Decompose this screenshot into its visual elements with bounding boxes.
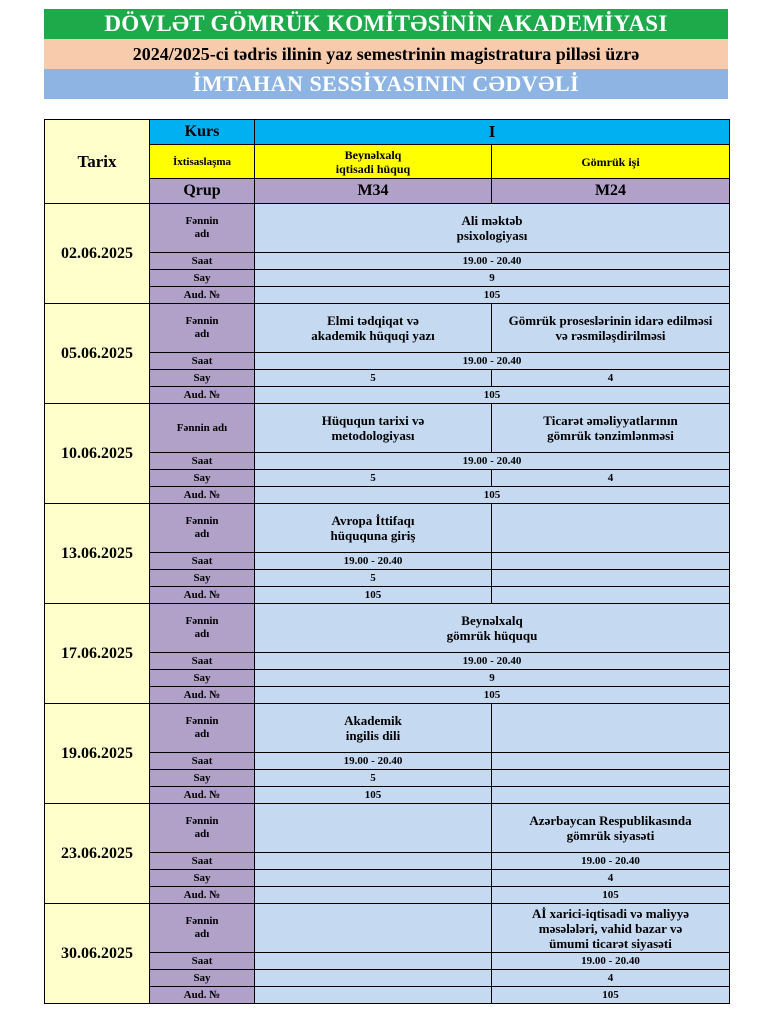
exam-time-m34: 19.00 - 20.40 <box>255 753 492 770</box>
fenn-label: Fənnin adı <box>150 904 255 953</box>
table-row <box>45 904 730 953</box>
say-label: Say <box>150 670 255 687</box>
subject-name: Ali məktəb psixologiyası <box>255 204 730 253</box>
student-count-m34: 5 <box>255 370 492 387</box>
exam-date: 10.06.2025 <box>45 404 150 504</box>
saat-label: Saat <box>150 453 255 470</box>
student-count-m34: 5 <box>255 470 492 487</box>
fenn-label: Fənnin adı <box>150 704 255 753</box>
table-row <box>45 404 730 453</box>
table-row <box>45 504 730 553</box>
schedule-heading: İMTAHAN SESSİYASININ CƏDVƏLİ <box>44 69 728 99</box>
student-count-m24: 4 <box>492 970 730 987</box>
subject-name: Beynəlxalq gömrük hüququ <box>255 604 730 653</box>
subject-m34: Elmi tədqiqat və akademik hüquqi yazı <box>255 304 492 353</box>
exam-time: 19.00 - 20.40 <box>255 653 730 670</box>
fenn-label: Fənnin adı <box>150 604 255 653</box>
saat-label: Saat <box>150 553 255 570</box>
auditorium-m24: 105 <box>492 887 730 904</box>
table-row <box>45 704 730 753</box>
subject-m34: Hüququn tarixi və metodologiyası <box>255 404 492 453</box>
kurs-row <box>45 120 730 145</box>
subject-m24-empty <box>492 704 730 753</box>
exam-time: 19.00 - 20.40 <box>255 253 730 270</box>
exam-time-m34-empty <box>255 853 492 870</box>
group-m24: M24 <box>492 179 730 204</box>
say-label: Say <box>150 870 255 887</box>
exam-time: 19.00 - 20.40 <box>255 353 730 370</box>
aud-label: Aud. № <box>150 387 255 404</box>
student-count-m34: 5 <box>255 570 492 587</box>
student-count-m24: 4 <box>492 870 730 887</box>
ixtisas-m24: Gömrük işi <box>492 145 730 179</box>
subject-m34-empty <box>255 804 492 853</box>
auditorium: 105 <box>255 487 730 504</box>
exam-time-m24-empty <box>492 753 730 770</box>
table-row <box>45 604 730 653</box>
student-count-m34-empty <box>255 970 492 987</box>
subject-m34-empty <box>255 904 492 953</box>
student-count-m34-empty <box>255 870 492 887</box>
auditorium-m24-empty <box>492 787 730 804</box>
student-count-m24-empty <box>492 570 730 587</box>
say-label: Say <box>150 970 255 987</box>
subject-m34: Avropa İttifaqı hüququna giriş <box>255 504 492 553</box>
table-row <box>45 804 730 853</box>
saat-label: Saat <box>150 753 255 770</box>
auditorium-m24-empty <box>492 587 730 604</box>
saat-label: Saat <box>150 253 255 270</box>
subject-m24: Azərbaycan Respublikasında gömrük siyasəti <box>492 804 730 853</box>
auditorium-m34: 105 <box>255 787 492 804</box>
aud-label: Aud. № <box>150 887 255 904</box>
subject-m24: Gömrük proseslərinin idarə edilməsi və rəsmiləşdirilməsi <box>492 304 730 353</box>
exam-time-m34: 19.00 - 20.40 <box>255 553 492 570</box>
say-label: Say <box>150 470 255 487</box>
exam-date: 17.06.2025 <box>45 604 150 704</box>
page-subtitle: 2024/2025-ci tədris ilinin yaz semestrinin magistratura pilləsi üzrə <box>44 39 728 69</box>
subject-m24: Ticarət əməliyyatlarının gömrük tənzimlənməsi <box>492 404 730 453</box>
exam-time: 19.00 - 20.40 <box>255 453 730 470</box>
auditorium: 105 <box>255 287 730 304</box>
student-count-m34: 5 <box>255 770 492 787</box>
saat-label: Saat <box>150 853 255 870</box>
table-row <box>45 204 730 253</box>
aud-label: Aud. № <box>150 287 255 304</box>
auditorium-m24: 105 <box>492 987 730 1004</box>
fenn-label: Fənnin adı <box>150 804 255 853</box>
fenn-label: Fənnin adı <box>150 504 255 553</box>
say-label: Say <box>150 770 255 787</box>
exam-time-m34-empty <box>255 953 492 970</box>
group-m34: M34 <box>255 179 492 204</box>
say-label: Say <box>150 370 255 387</box>
page-title: DÖVLƏT GÖMRÜK KOMİTƏSİNİN AKADEMİYASI <box>44 9 728 39</box>
exam-time-m24: 19.00 - 20.40 <box>492 853 730 870</box>
aud-label: Aud. № <box>150 687 255 704</box>
exam-time-m24: 19.00 - 20.40 <box>492 953 730 970</box>
exam-date: 30.06.2025 <box>45 904 150 1004</box>
exam-date: 05.06.2025 <box>45 304 150 404</box>
aud-label: Aud. № <box>150 987 255 1004</box>
fenn-label: Fənnin adı <box>150 404 255 453</box>
table-row <box>45 304 730 353</box>
auditorium: 105 <box>255 387 730 404</box>
exam-date: 19.06.2025 <box>45 704 150 804</box>
subject-m34: Akademik ingilis dili <box>255 704 492 753</box>
auditorium-m34-empty <box>255 987 492 1004</box>
exam-date: 02.06.2025 <box>45 204 150 304</box>
student-count-m24-empty <box>492 770 730 787</box>
saat-label: Saat <box>150 653 255 670</box>
fenn-label: Fənnin adı <box>150 304 255 353</box>
subject-m24: Aİ xarici-iqtisadi və maliyyə məsələləri, vahid bazar və ümumi ticarət siyasəti <box>492 904 730 953</box>
saat-label: Saat <box>150 953 255 970</box>
student-count-m24: 4 <box>492 470 730 487</box>
say-label: Say <box>150 570 255 587</box>
say-label: Say <box>150 270 255 287</box>
tarix-header: Tarix <box>45 120 150 204</box>
exam-schedule-table <box>44 119 730 1004</box>
saat-label: Saat <box>150 353 255 370</box>
kurs-label: Kurs <box>150 120 255 145</box>
qrup-label: Qrup <box>150 179 255 204</box>
ixtisas-label: İxtisaslaşma <box>150 145 255 179</box>
student-count: 9 <box>255 270 730 287</box>
student-count: 9 <box>255 670 730 687</box>
kurs-value: I <box>255 120 730 145</box>
aud-label: Aud. № <box>150 787 255 804</box>
aud-label: Aud. № <box>150 487 255 504</box>
auditorium-m34: 105 <box>255 587 492 604</box>
subject-m24-empty <box>492 504 730 553</box>
auditorium-m34-empty <box>255 887 492 904</box>
student-count-m24: 4 <box>492 370 730 387</box>
aud-label: Aud. № <box>150 587 255 604</box>
exam-date: 23.06.2025 <box>45 804 150 904</box>
ixtisas-m34: Beynəlxalq iqtisadi hüquq <box>255 145 492 179</box>
auditorium: 105 <box>255 687 730 704</box>
exam-date: 13.06.2025 <box>45 504 150 604</box>
fenn-label: Fənnin adı <box>150 204 255 253</box>
exam-time-m24-empty <box>492 553 730 570</box>
